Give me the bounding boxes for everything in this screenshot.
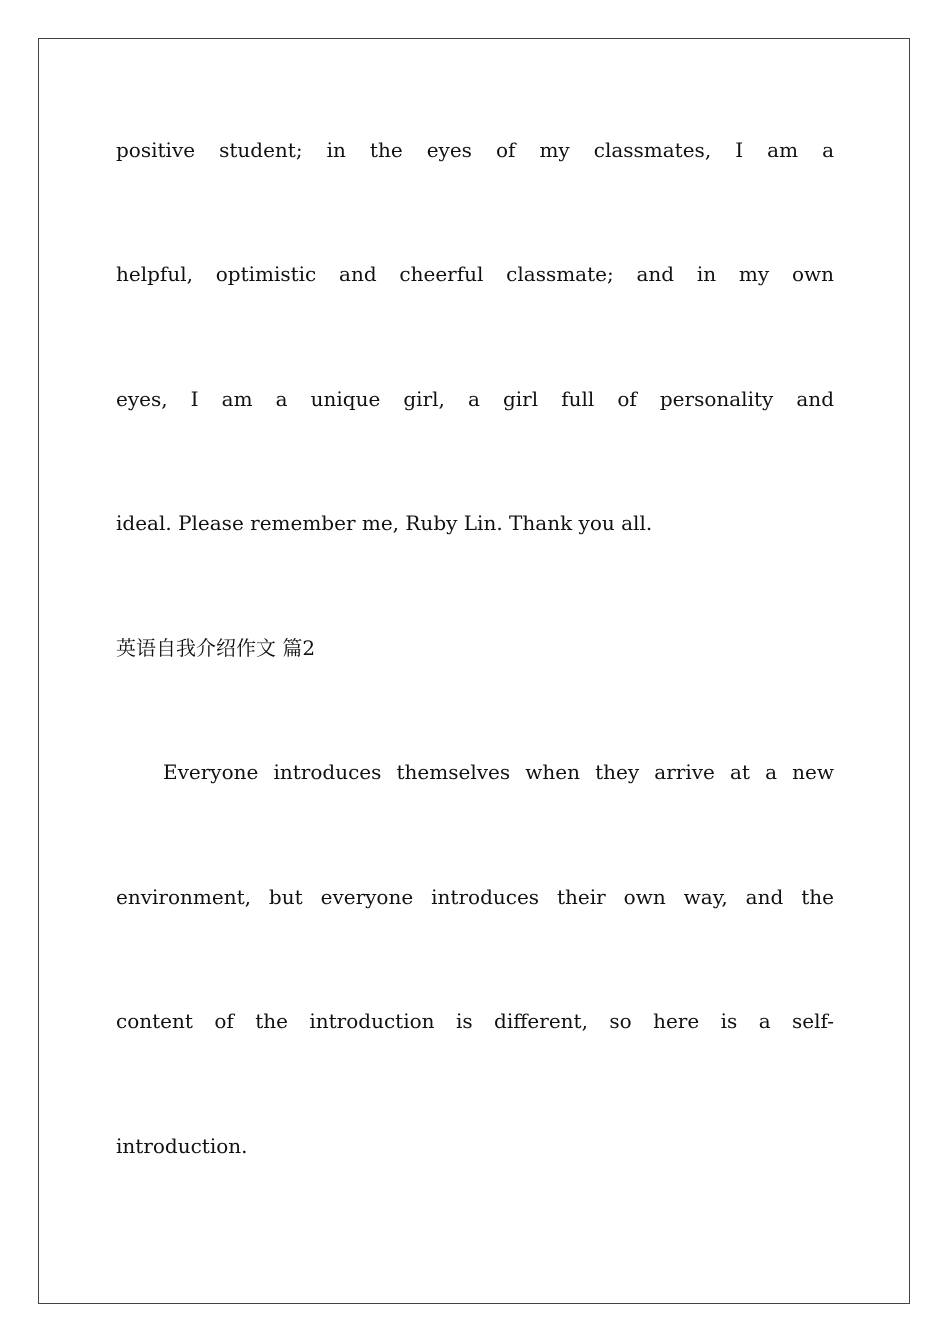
paragraph-line: positive student; in the eyes of my classmates, I am a [116, 138, 834, 162]
paragraph-line: introduction. [116, 1134, 248, 1158]
paragraph-line: environment, but everyone introduces their own way, and the [116, 885, 834, 909]
section-heading: 英语自我介绍作文 篇2 [116, 636, 316, 660]
page-frame [38, 38, 910, 1304]
paragraph-line: content of the introduction is different, so here is a self- [116, 1009, 834, 1033]
paragraph-line: ideal. Please remember me, Ruby Lin. Thank you all. [116, 511, 653, 535]
paragraph-line: Everyone introduces themselves when they arrive at a new [163, 760, 834, 784]
paragraph-line: helpful, optimistic and cheerful classmate; and in my own [116, 262, 834, 286]
paragraph-line: eyes, I am a unique girl, a girl full of personality and [116, 387, 834, 411]
